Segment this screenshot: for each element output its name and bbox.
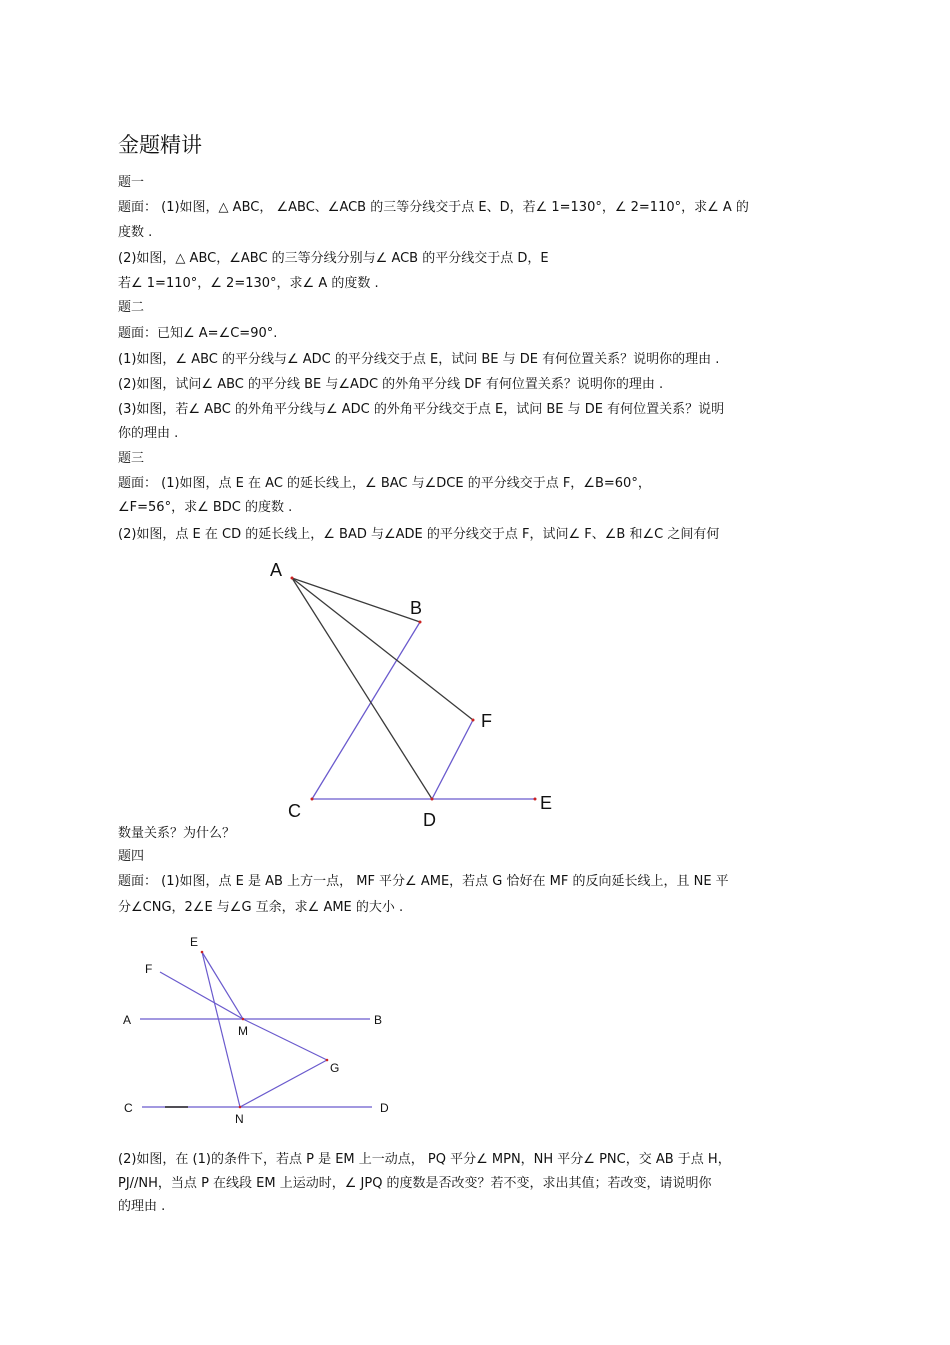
section-heading-2: 题二 [118,300,145,315]
label-e: E [190,935,199,949]
point-c [311,798,314,801]
label-g: G [330,1061,340,1075]
problem-text: 度数 . [118,225,153,240]
segment-em [202,952,243,1019]
problem-text: PJ//NH，当点 P 在线段 EM 上运动时，∠ JPQ 的度数是否改变？若不变，求出其值；若改变，请说明你 [118,1176,712,1191]
problem-text: (1)如图，∠ ABC 的平分线与∠ ADC 的平分线交于点 E，试问 BE 与 DE 有何位置关系？说明你的理由 . [118,352,720,367]
problem-text: 数量关系？为什么？ [118,826,236,841]
problem-text: 题面： (1)如图，△ ABC， ∠ABC、∠ACB 的三等分线交于点 E、D，若∠ 1=130°，∠ 2=110°，求∠ A 的 [118,200,749,215]
label-a: A [123,1013,132,1027]
problem-text: 分∠CNG，2∠E 与∠G 互余，求∠ AME 的大小 . [118,900,404,915]
segment-mg [243,1019,327,1060]
label-m: M [238,1024,248,1038]
point-e [201,951,204,954]
point-n [239,1106,242,1109]
segment-af [292,578,473,720]
label-a: A [270,560,283,580]
point-a [291,577,294,580]
problem-text: 你的理由 . [118,426,179,441]
problem-text: (2)如图，试问∠ ABC 的平分线 BE 与∠ADC 的外角平分线 DF 有何位置关系？说明你的理由 . [118,377,664,392]
segment-fm [160,972,243,1019]
label-b: B [410,598,423,618]
figure-2-lines [140,952,372,1107]
problem-text: 题面： (1)如图，点 E 在 AC 的延长线上，∠ BAC 与∠DCE 的平分线交于点 F，∠B=60°， [118,476,651,491]
problem-text: 题面： (1)如图，点 E 是 AB 上方一点， MF 平分∠ AME，若点 G 恰好在 MF 的反向延长线上，且 NE 平 [118,874,729,889]
problem-text: (2)如图，△ ABC，∠ABC 的三等分线分别与∠ ACB 的平分线交于点 D，E [118,251,549,266]
point-b [419,621,422,624]
segment-fd [432,720,473,799]
segment-ng [240,1060,327,1107]
problem-text: 若∠ 1=110°，∠ 2=130°，求∠ A 的度数 . [118,276,379,291]
problem-text: 题面：已知∠ A=∠C=90°. [118,326,278,341]
problem-text: (2)如图，点 E 在 CD 的延长线上，∠ BAD 与∠ADE 的平分线交于点 F，试问∠ F、∠B 和∠C 之间有何 [118,527,720,542]
segment-ab [292,578,423,622]
geometry-figure-2 [115,930,395,1130]
problem-text: (2)如图，在 (1)的条件下，若点 P 是 EM 上一动点， PQ 平分∠ MPN，NH 平分∠ PNC，交 AB 于点 H， [118,1152,731,1167]
problem-text: (3)如图，若∠ ABC 的外角平分线与∠ ADC 的外角平分线交于点 E，试问 BE 与 DE 有何位置关系？说明 [118,402,725,417]
section-heading-1: 题一 [118,175,145,190]
geometry-figure-1 [260,555,570,835]
label-n: N [235,1112,244,1126]
point-d [431,798,434,801]
point-f [472,719,475,722]
section-heading-4: 题四 [118,849,145,864]
label-d: D [380,1101,389,1115]
point-m [242,1018,245,1021]
point-e [534,798,537,801]
problem-text: ∠F=56°，求∠ BDC 的度数 . [118,500,293,515]
label-e: E [540,793,553,813]
problem-text: 的理由 . [118,1199,166,1214]
label-f: F [145,962,153,976]
label-f: F [481,711,492,731]
point-g [326,1059,329,1062]
label-b: B [374,1013,383,1027]
label-c: C [288,801,301,821]
label-d: D [423,810,436,830]
segment-bc [312,622,420,799]
segment-en [202,952,240,1107]
page-title: 金题精讲 [118,133,202,157]
section-heading-3: 题三 [118,451,145,466]
label-c: C [124,1101,133,1115]
